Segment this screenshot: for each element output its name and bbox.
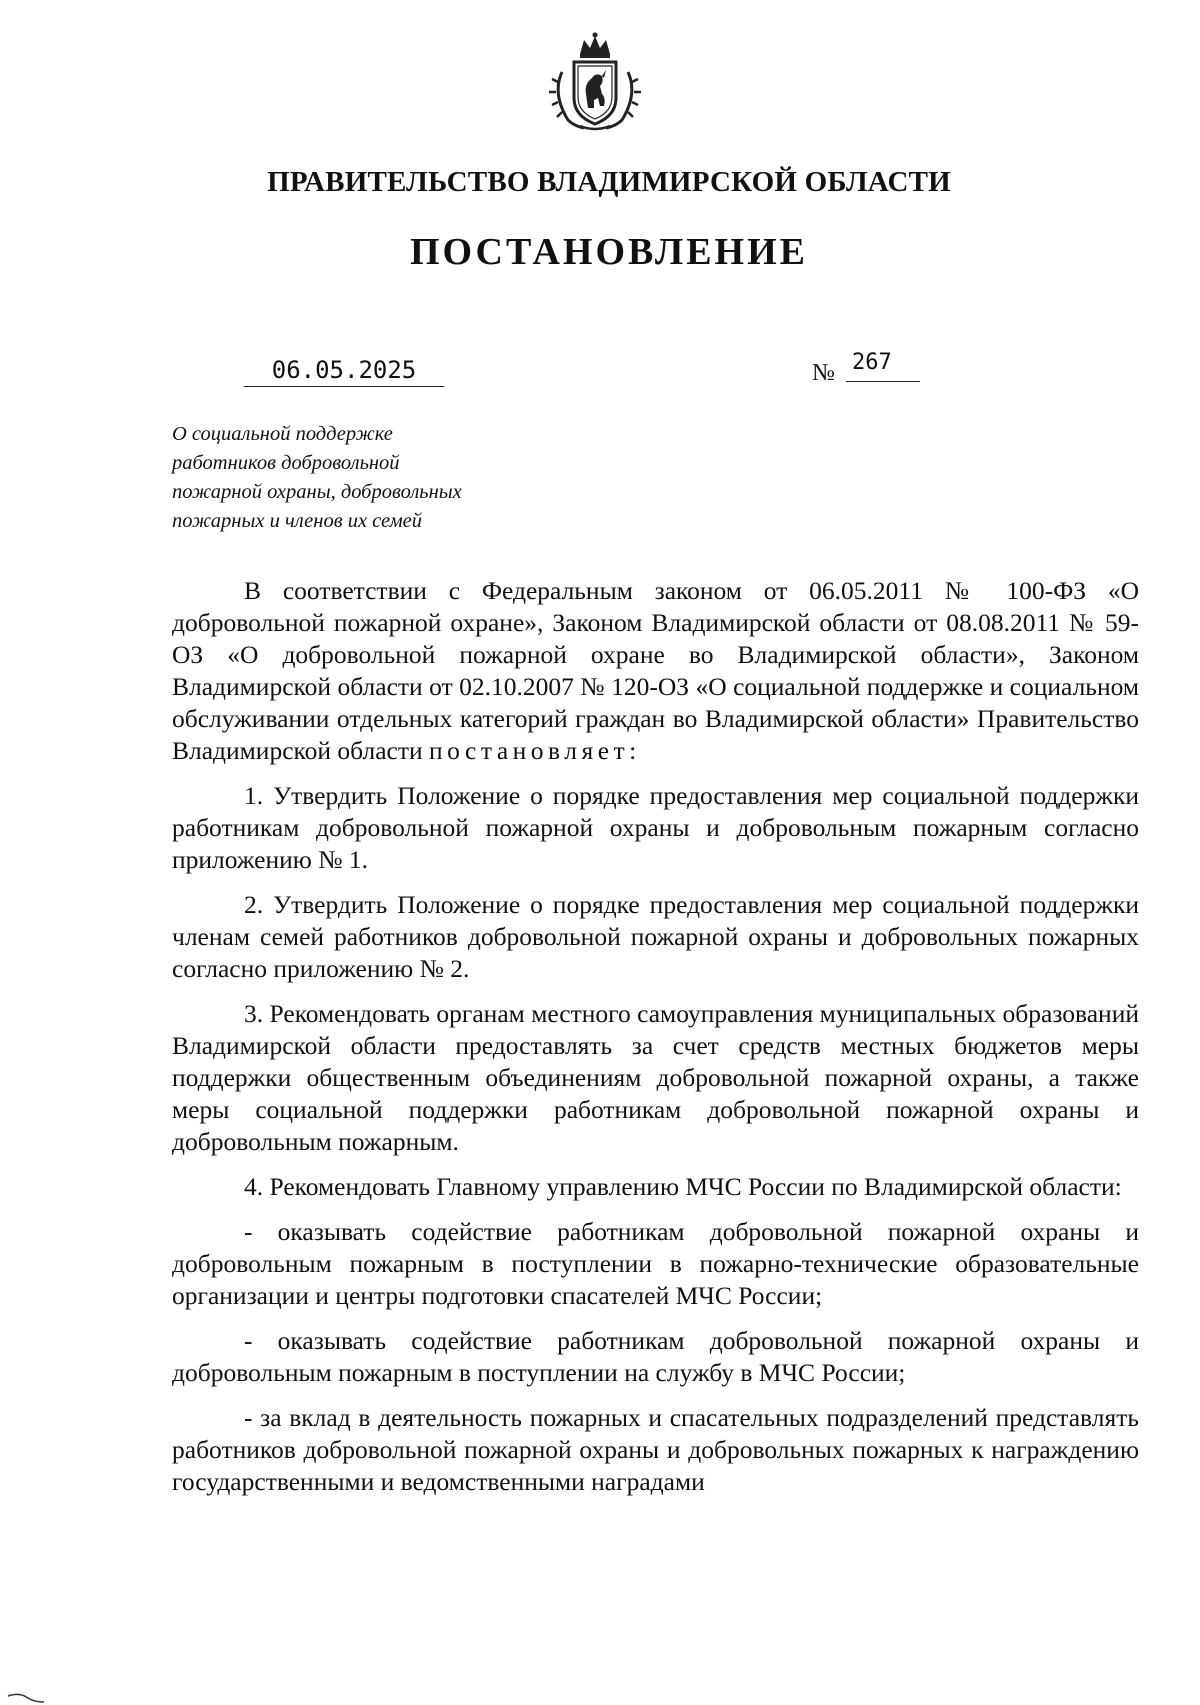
item-paragraph: 1. Утвердить Положение о порядке предоставления мер социальной поддержки работникам добровольной пожарной охраны и добровольным пожарным согласно приложению № 1. (172, 781, 1139, 874)
document-type-title: ПОСТАНОВЛЕНИЕ (409, 231, 809, 273)
preamble-text: В соответствии с Федеральным законом от 06.05.2011 № 100-ФЗ «О добровольной пожарной охране», Законом Владимирской области от 08.08.2011 № 59-ОЗ «О добровольной пожарной охране во Владимирской области», Законом Владимирской области от 02.10.2007 № 120-ОЗ «О социальной поддержке и социальном обслуживании отдельных категорий граждан во Владимирской области» Правительство Владимирской области (172, 576, 1139, 765)
coat-of-arms-icon (540, 32, 650, 132)
sub-item-paragraph: - оказывать содействие работникам добровольной пожарной охраны и добровольным пожарным в поступлении на службу в МЧС России; (172, 1326, 1139, 1387)
document-number: 267 (846, 350, 920, 382)
subject-line: пожарных и членов их семей (172, 510, 423, 532)
sub-item-paragraph: - за вклад в деятельность пожарных и спасательных подразделений представлять работников добровольной пожарной охраны и добровольных пожарных к награждению государственными и ведомственными наградами (172, 1403, 1139, 1496)
item-paragraph: 2. Утвердить Положение о порядке предоставления мер социальной поддержки членам семей работников добровольной пожарной охраны и добровольных пожарных согласно приложению № 2. (172, 890, 1139, 983)
sub-item-paragraph: - оказывать содействие работникам добровольной пожарной охраны и добровольным пожарным в поступлении в пожарно-технические образовательные организации и центры подготовки спасателей МЧС России; (172, 1217, 1139, 1310)
decree-word: постановляет: (429, 736, 641, 765)
document-body (172, 575, 1139, 1511)
subject-line: работников добровольной (172, 452, 400, 474)
organization-title: ПРАВИТЕЛЬСТВО ВЛАДИМИРСКОЙ ОБЛАСТИ (267, 166, 951, 198)
number-sign: № (812, 360, 835, 386)
scan-artifact (6, 1690, 46, 1704)
document-date: 06.05.2025 (244, 356, 444, 387)
item-paragraph: 4. Рекомендовать Главному управлению МЧС России по Владимирской области: (244, 1172, 1122, 1201)
subject-line: О социальной поддержке (172, 423, 393, 445)
subject-line: пожарной охраны, добровольных (172, 481, 462, 503)
preamble-paragraph (172, 575, 1139, 767)
document-subject (172, 420, 552, 536)
item-paragraph: 3. Рекомендовать органам местного самоуправления муниципальных образований Владимирской области предоставлять за счет средств местных бюджетов меры поддержки общественным объединениям добровольной пожарной охраны, а также меры социальной поддержки работникам добровольной пожарной охраны и добровольным пожарным. (172, 999, 1139, 1156)
